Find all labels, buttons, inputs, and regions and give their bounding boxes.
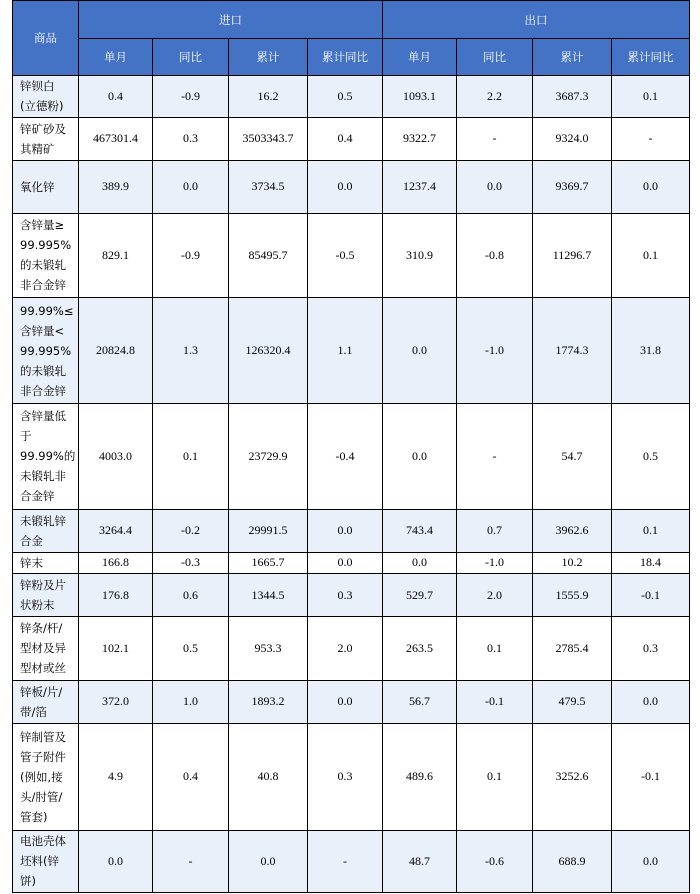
product-name-line: (例如,接 [20, 769, 63, 784]
value-cell: 48.7 [383, 830, 457, 892]
value-cell: 0.7 [457, 509, 533, 552]
value-cell: 0.0 [383, 298, 457, 404]
header-export-cumulative: 累计 [533, 39, 612, 76]
table-row [13, 552, 690, 573]
table-row [13, 830, 690, 892]
value-cell: 2785.4 [533, 616, 612, 680]
product-name-line: 锌钡白 [20, 79, 55, 94]
value-cell: 2.0 [308, 616, 383, 680]
header-import-monthly: 单月 [79, 39, 153, 76]
value-cell: 0.4 [153, 723, 229, 830]
value-cell: 9369.7 [533, 160, 612, 213]
header-import-cumulative-yoy: 累计同比 [308, 39, 383, 76]
value-cell: -1.0 [457, 298, 533, 404]
value-cell: 0.1 [457, 616, 533, 680]
table-row [13, 160, 690, 213]
product-name-line: 锌矿砂及 [20, 121, 66, 136]
table-row [13, 117, 690, 160]
product-name-line: 锌末 [20, 555, 43, 570]
product-name-line: 氧化锌 [20, 179, 55, 194]
value-cell: 0.5 [153, 616, 229, 680]
product-name-cell [13, 76, 79, 118]
product-name-line: 状粉末 [20, 598, 55, 612]
value-cell: - [308, 830, 383, 892]
product-name-line: 99.99%≤ [20, 303, 74, 318]
product-name-cell [13, 830, 79, 892]
value-cell: 0.4 [79, 76, 153, 118]
product-name-line: 带/箔 [20, 704, 47, 719]
value-cell: 953.3 [229, 616, 308, 680]
value-cell: 3734.5 [229, 160, 308, 213]
product-name-line: 型材及异 [20, 641, 66, 656]
value-cell: -0.4 [308, 404, 383, 510]
value-cell: 0.0 [308, 509, 383, 552]
value-cell: 166.8 [79, 552, 153, 573]
product-name-line: 未锻轧锌 [20, 513, 66, 528]
value-cell: 0.0 [383, 404, 457, 510]
value-cell: 0.5 [612, 404, 690, 510]
product-name-line: 锌板/片/ [20, 684, 63, 699]
value-cell: 20824.8 [79, 298, 153, 404]
product-name-line: 非合金锌 [20, 278, 66, 293]
product-name-line: 于 [20, 429, 32, 444]
value-cell: 4003.0 [79, 404, 153, 510]
value-cell: 0.0 [612, 681, 690, 724]
product-name-cell [13, 160, 79, 213]
table-row [13, 616, 690, 680]
value-cell: 0.1 [612, 509, 690, 552]
value-cell: 489.6 [383, 723, 457, 830]
product-name-line: 锌粉及片 [20, 578, 66, 592]
zinc-trade-table [12, 0, 690, 893]
value-cell: 0.0 [308, 552, 383, 573]
value-cell: -0.5 [308, 213, 383, 298]
table-row [13, 509, 690, 552]
value-cell: 29991.5 [229, 509, 308, 552]
product-name-cell [13, 681, 79, 724]
value-cell: 0.3 [153, 117, 229, 160]
value-cell: 3503343.7 [229, 117, 308, 160]
value-cell: 372.0 [79, 681, 153, 724]
value-cell: 0.1 [612, 76, 690, 118]
value-cell: 0.6 [153, 574, 229, 617]
value-cell: 54.7 [533, 404, 612, 510]
value-cell: 9322.7 [383, 117, 457, 160]
value-cell: 1.0 [153, 681, 229, 724]
value-cell: - [457, 117, 533, 160]
value-cell: 0.3 [612, 616, 690, 680]
value-cell: 0.4 [308, 117, 383, 160]
value-cell: 0.0 [229, 830, 308, 892]
value-cell: 3252.6 [533, 723, 612, 830]
product-name-line: 其精矿 [20, 141, 55, 156]
value-cell: 3687.3 [533, 76, 612, 118]
value-cell: -0.9 [153, 76, 229, 118]
value-cell: 18.4 [612, 552, 690, 573]
value-cell: 10.2 [533, 552, 612, 573]
value-cell: 85495.7 [229, 213, 308, 298]
value-cell: 1893.2 [229, 681, 308, 724]
product-name-line: 含锌量≥ [20, 218, 65, 233]
value-cell: -0.2 [153, 509, 229, 552]
product-name-cell [13, 616, 79, 680]
product-name-cell [13, 404, 79, 510]
value-cell: -0.1 [612, 723, 690, 830]
value-cell: 1555.9 [533, 574, 612, 617]
header-export: 出口 [383, 1, 690, 39]
value-cell: 688.9 [533, 830, 612, 892]
header-import-yoy: 同比 [153, 39, 229, 76]
header-product: 商品 [13, 1, 79, 76]
value-cell: 0.5 [308, 76, 383, 118]
table-row [13, 404, 690, 510]
product-name-line: 未锻轧非 [20, 469, 66, 484]
table-row [13, 723, 690, 830]
product-name-line: 管套) [20, 809, 48, 824]
table-body [13, 76, 690, 893]
value-cell: 1.1 [308, 298, 383, 404]
value-cell: 0.1 [612, 213, 690, 298]
value-cell: 126320.4 [229, 298, 308, 404]
value-cell: 829.1 [79, 213, 153, 298]
product-name-line: 饼) [20, 874, 36, 889]
value-cell: 102.1 [79, 616, 153, 680]
value-cell: 467301.4 [79, 117, 153, 160]
value-cell: 3962.6 [533, 509, 612, 552]
product-name-line: 型材或丝 [20, 661, 66, 676]
value-cell: 263.5 [383, 616, 457, 680]
value-cell: - [153, 830, 229, 892]
value-cell: 1774.3 [533, 298, 612, 404]
value-cell: 23729.9 [229, 404, 308, 510]
value-cell: 0.1 [457, 723, 533, 830]
value-cell: - [457, 404, 533, 510]
value-cell: - [612, 117, 690, 160]
value-cell: -0.9 [153, 213, 229, 298]
product-name-line: 锌制管及 [20, 729, 66, 744]
product-name-cell [13, 117, 79, 160]
value-cell: 176.8 [79, 574, 153, 617]
product-name-cell [13, 574, 79, 617]
table-row [13, 76, 690, 118]
value-cell: -0.1 [612, 574, 690, 617]
value-cell: 0.0 [612, 160, 690, 213]
value-cell: 16.2 [229, 76, 308, 118]
value-cell: 743.4 [383, 509, 457, 552]
value-cell: 0.3 [308, 723, 383, 830]
product-name-line: 99.995% [20, 238, 72, 253]
value-cell: 0.0 [308, 681, 383, 724]
value-cell: -0.6 [457, 830, 533, 892]
product-name-line: (立德粉) [20, 99, 64, 114]
product-name-cell [13, 723, 79, 830]
product-name-line: 含锌量< [20, 323, 65, 338]
value-cell: 11296.7 [533, 213, 612, 298]
product-name-line: 非合金锌 [20, 383, 66, 398]
table-row [13, 298, 690, 404]
product-name-line: 坯料(锌 [20, 854, 59, 869]
value-cell: 56.7 [383, 681, 457, 724]
value-cell: 1344.5 [229, 574, 308, 617]
product-name-cell [13, 552, 79, 573]
value-cell: 0.0 [153, 160, 229, 213]
table-row [13, 681, 690, 724]
header-export-cumulative-yoy: 累计同比 [612, 39, 690, 76]
product-name-cell [13, 298, 79, 404]
header-import-cumulative: 累计 [229, 39, 308, 76]
product-name-line: 合金 [20, 533, 43, 548]
header-export-yoy: 同比 [457, 39, 533, 76]
value-cell: 529.7 [383, 574, 457, 617]
product-name-line: 管子附件 [20, 749, 66, 764]
value-cell: 9324.0 [533, 117, 612, 160]
value-cell: 389.9 [79, 160, 153, 213]
value-cell: 1237.4 [383, 160, 457, 213]
value-cell: 479.5 [533, 681, 612, 724]
value-cell: 40.8 [229, 723, 308, 830]
product-name-line: 电池壳体 [20, 834, 66, 849]
value-cell: 0.0 [457, 160, 533, 213]
value-cell: -1.0 [457, 552, 533, 573]
product-name-line: 99.99%的 [20, 449, 76, 464]
value-cell: 2.0 [457, 574, 533, 617]
value-cell: 31.8 [612, 298, 690, 404]
product-name-line: 含锌量低 [20, 409, 66, 424]
header-import: 进口 [79, 1, 383, 39]
value-cell: -0.8 [457, 213, 533, 298]
product-name-line: 的未锻轧 [20, 258, 66, 273]
table-row [13, 213, 690, 298]
value-cell: -0.1 [457, 681, 533, 724]
product-name-line: 合金锌 [20, 489, 55, 504]
value-cell: 4.9 [79, 723, 153, 830]
product-name-cell [13, 509, 79, 552]
table-row [13, 574, 690, 617]
product-name-line: 的未锻轧 [20, 363, 66, 378]
value-cell: 0.3 [308, 574, 383, 617]
product-name-line: 99.995% [20, 343, 72, 358]
product-name-line: 头/肘管/ [20, 789, 63, 804]
value-cell: 1.3 [153, 298, 229, 404]
value-cell: 0.0 [612, 830, 690, 892]
value-cell: 0.1 [153, 404, 229, 510]
value-cell: 310.9 [383, 213, 457, 298]
header-export-monthly: 单月 [383, 39, 457, 76]
product-name-line: 锌条/杆/ [20, 621, 63, 636]
value-cell: -0.3 [153, 552, 229, 573]
product-name-cell [13, 213, 79, 298]
value-cell: 1665.7 [229, 552, 308, 573]
value-cell: 0.0 [383, 552, 457, 573]
value-cell: 0.0 [79, 830, 153, 892]
value-cell: 2.2 [457, 76, 533, 118]
value-cell: 0.0 [308, 160, 383, 213]
value-cell: 1093.1 [383, 76, 457, 118]
value-cell: 3264.4 [79, 509, 153, 552]
